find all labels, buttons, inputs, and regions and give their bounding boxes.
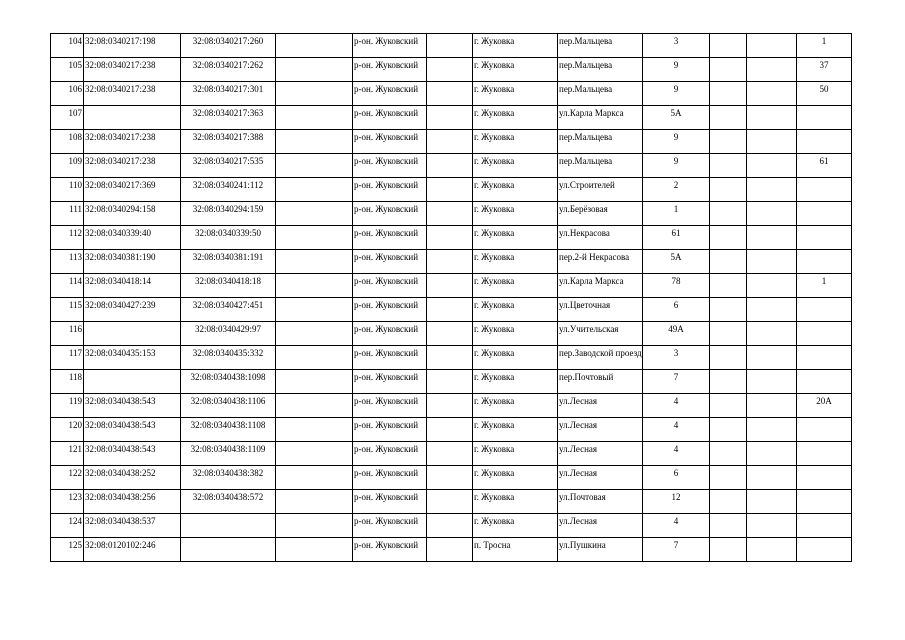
new-cadastral-number-cell: 32:08:0340438:1108: [181, 418, 276, 442]
house-number-cell: 2: [643, 178, 710, 202]
street-cell: пер.Мальцева: [558, 82, 643, 106]
empty-cell: [747, 514, 797, 538]
apartment-number-cell: 37: [797, 58, 852, 82]
table-row: [51, 130, 852, 154]
empty-cell: [710, 82, 747, 106]
empty-cell: [747, 346, 797, 370]
new-cadastral-number-cell: 32:08:0340217:301: [181, 82, 276, 106]
old-cadastral-number-cell: 32:08:0340438:537: [84, 514, 181, 538]
table-row: [51, 202, 852, 226]
district-cell: р-он. Жуковский: [353, 514, 427, 538]
district-cell: р-он. Жуковский: [353, 274, 427, 298]
row-number-cell: 114: [51, 274, 84, 298]
table-row: [51, 34, 852, 58]
empty-cell: [276, 58, 353, 82]
old-cadastral-number-cell: 32:08:0340438:252: [84, 466, 181, 490]
new-cadastral-number-cell: 32:08:0340217:363: [181, 106, 276, 130]
new-cadastral-number-cell: 32:08:0340418:18: [181, 274, 276, 298]
empty-cell: [276, 394, 353, 418]
apartment-number-cell: 50: [797, 82, 852, 106]
old-cadastral-number-cell: 32:08:0340438:543: [84, 394, 181, 418]
empty-cell: [747, 82, 797, 106]
empty-cell: [710, 250, 747, 274]
empty-cell: [747, 322, 797, 346]
old-cadastral-number-cell: 32:08:0340438:543: [84, 442, 181, 466]
city-cell: г. Жуковка: [473, 370, 558, 394]
empty-cell: [276, 82, 353, 106]
city-cell: г. Жуковка: [473, 346, 558, 370]
house-number-cell: 1: [643, 202, 710, 226]
empty-cell: [427, 442, 473, 466]
city-cell: г. Жуковка: [473, 442, 558, 466]
empty-cell: [427, 346, 473, 370]
street-cell: ул.Карла Маркса: [558, 106, 643, 130]
empty-cell: [710, 154, 747, 178]
new-cadastral-number-cell: 32:08:0340241:112: [181, 178, 276, 202]
empty-cell: [427, 466, 473, 490]
district-cell: р-он. Жуковский: [353, 58, 427, 82]
empty-cell: [427, 82, 473, 106]
old-cadastral-number-cell: 32:08:0340427:239: [84, 298, 181, 322]
old-cadastral-number-cell: 32:08:0340339:40: [84, 226, 181, 250]
empty-cell: [710, 514, 747, 538]
empty-cell: [427, 538, 473, 562]
row-number-cell: 117: [51, 346, 84, 370]
city-cell: г. Жуковка: [473, 250, 558, 274]
empty-cell: [427, 130, 473, 154]
empty-cell: [276, 34, 353, 58]
district-cell: р-он. Жуковский: [353, 442, 427, 466]
street-cell: ул.Лесная: [558, 418, 643, 442]
empty-cell: [276, 250, 353, 274]
district-cell: р-он. Жуковский: [353, 178, 427, 202]
apartment-number-cell: [797, 466, 852, 490]
new-cadastral-number-cell: 32:08:0340339:50: [181, 226, 276, 250]
empty-cell: [427, 58, 473, 82]
apartment-number-cell: [797, 418, 852, 442]
empty-cell: [710, 298, 747, 322]
row-number-cell: 111: [51, 202, 84, 226]
old-cadastral-number-cell: 32:08:0340435:153: [84, 346, 181, 370]
empty-cell: [747, 298, 797, 322]
city-cell: г. Жуковка: [473, 202, 558, 226]
apartment-number-cell: 61: [797, 154, 852, 178]
empty-cell: [427, 250, 473, 274]
city-cell: г. Жуковка: [473, 130, 558, 154]
house-number-cell: 9: [643, 58, 710, 82]
street-cell: пер.Мальцева: [558, 154, 643, 178]
old-cadastral-number-cell: 32:08:0340217:238: [84, 154, 181, 178]
table-row: [51, 370, 852, 394]
house-number-cell: 5А: [643, 106, 710, 130]
table-row: [51, 442, 852, 466]
empty-cell: [427, 490, 473, 514]
street-cell: пер.Почтовый: [558, 370, 643, 394]
empty-cell: [427, 418, 473, 442]
row-number-cell: 119: [51, 394, 84, 418]
apartment-number-cell: [797, 538, 852, 562]
city-cell: г. Жуковка: [473, 418, 558, 442]
city-cell: г. Жуковка: [473, 490, 558, 514]
district-cell: р-он. Жуковский: [353, 130, 427, 154]
house-number-cell: 78: [643, 274, 710, 298]
street-cell: ул.Строителей: [558, 178, 643, 202]
city-cell: г. Жуковка: [473, 274, 558, 298]
house-number-cell: 4: [643, 514, 710, 538]
table-row: [51, 106, 852, 130]
new-cadastral-number-cell: 32:08:0340381:191: [181, 250, 276, 274]
apartment-number-cell: [797, 226, 852, 250]
district-cell: р-он. Жуковский: [353, 538, 427, 562]
empty-cell: [710, 130, 747, 154]
old-cadastral-number-cell: 32:08:0340438:256: [84, 490, 181, 514]
city-cell: г. Жуковка: [473, 226, 558, 250]
row-number-cell: 124: [51, 514, 84, 538]
row-number-cell: 125: [51, 538, 84, 562]
table-row: [51, 154, 852, 178]
empty-cell: [710, 58, 747, 82]
house-number-cell: 4: [643, 442, 710, 466]
new-cadastral-number-cell: [181, 514, 276, 538]
empty-cell: [276, 490, 353, 514]
empty-cell: [747, 466, 797, 490]
new-cadastral-number-cell: 32:08:0340294:159: [181, 202, 276, 226]
empty-cell: [276, 178, 353, 202]
empty-cell: [710, 466, 747, 490]
old-cadastral-number-cell: 32:08:0340217:238: [84, 58, 181, 82]
street-cell: пер.Мальцева: [558, 130, 643, 154]
table-row: [51, 274, 852, 298]
district-cell: р-он. Жуковский: [353, 250, 427, 274]
district-cell: р-он. Жуковский: [353, 322, 427, 346]
new-cadastral-number-cell: 32:08:0340217:260: [181, 34, 276, 58]
street-cell: ул.Цветочная: [558, 298, 643, 322]
old-cadastral-number-cell: 32:08:0340217:238: [84, 82, 181, 106]
new-cadastral-number-cell: 32:08:0340438:382: [181, 466, 276, 490]
house-number-cell: 61: [643, 226, 710, 250]
house-number-cell: 49А: [643, 322, 710, 346]
row-number-cell: 115: [51, 298, 84, 322]
district-cell: р-он. Жуковский: [353, 394, 427, 418]
district-cell: р-он. Жуковский: [353, 298, 427, 322]
house-number-cell: 3: [643, 34, 710, 58]
empty-cell: [427, 322, 473, 346]
table-row: [51, 58, 852, 82]
old-cadastral-number-cell: 32:08:0340381:190: [84, 250, 181, 274]
old-cadastral-number-cell: [84, 106, 181, 130]
old-cadastral-number-cell: 32:08:0120102:246: [84, 538, 181, 562]
empty-cell: [710, 346, 747, 370]
new-cadastral-number-cell: 32:08:0340427:451: [181, 298, 276, 322]
district-cell: р-он. Жуковский: [353, 466, 427, 490]
empty-cell: [276, 418, 353, 442]
street-cell: ул.Пушкина: [558, 538, 643, 562]
house-number-cell: 9: [643, 82, 710, 106]
empty-cell: [427, 370, 473, 394]
table-row: [51, 322, 852, 346]
empty-cell: [747, 58, 797, 82]
apartment-number-cell: [797, 250, 852, 274]
city-cell: г. Жуковка: [473, 466, 558, 490]
table-row: [51, 466, 852, 490]
empty-cell: [710, 34, 747, 58]
empty-cell: [747, 538, 797, 562]
empty-cell: [710, 394, 747, 418]
district-cell: р-он. Жуковский: [353, 154, 427, 178]
empty-cell: [427, 298, 473, 322]
street-cell: ул.Лесная: [558, 466, 643, 490]
old-cadastral-number-cell: 32:08:0340294:158: [84, 202, 181, 226]
empty-cell: [747, 490, 797, 514]
street-cell: пер.Мальцева: [558, 34, 643, 58]
city-cell: г. Жуковка: [473, 514, 558, 538]
street-cell: ул.Учительская: [558, 322, 643, 346]
empty-cell: [427, 106, 473, 130]
empty-cell: [710, 178, 747, 202]
old-cadastral-number-cell: 32:08:0340217:198: [84, 34, 181, 58]
apartment-number-cell: 1: [797, 274, 852, 298]
city-cell: г. Жуковка: [473, 394, 558, 418]
old-cadastral-number-cell: 32:08:0340217:369: [84, 178, 181, 202]
street-cell: пер.2-й Некрасова: [558, 250, 643, 274]
empty-cell: [710, 202, 747, 226]
empty-cell: [427, 34, 473, 58]
apartment-number-cell: [797, 370, 852, 394]
district-cell: р-он. Жуковский: [353, 370, 427, 394]
apartment-number-cell: [797, 106, 852, 130]
table-row: [51, 346, 852, 370]
new-cadastral-number-cell: [181, 538, 276, 562]
empty-cell: [276, 514, 353, 538]
district-cell: р-он. Жуковский: [353, 202, 427, 226]
empty-cell: [427, 202, 473, 226]
apartment-number-cell: [797, 442, 852, 466]
city-cell: г. Жуковка: [473, 298, 558, 322]
street-cell: ул.Лесная: [558, 394, 643, 418]
new-cadastral-number-cell: 32:08:0340438:1106: [181, 394, 276, 418]
apartment-number-cell: 20А: [797, 394, 852, 418]
row-number-cell: 113: [51, 250, 84, 274]
apartment-number-cell: [797, 298, 852, 322]
apartment-number-cell: [797, 322, 852, 346]
street-cell: пер.Мальцева: [558, 58, 643, 82]
row-number-cell: 105: [51, 58, 84, 82]
city-cell: г. Жуковка: [473, 34, 558, 58]
city-cell: п. Тросна: [473, 538, 558, 562]
empty-cell: [747, 154, 797, 178]
city-cell: г. Жуковка: [473, 322, 558, 346]
row-number-cell: 106: [51, 82, 84, 106]
table-row: [51, 250, 852, 274]
empty-cell: [710, 106, 747, 130]
empty-cell: [276, 106, 353, 130]
row-number-cell: 110: [51, 178, 84, 202]
row-number-cell: 107: [51, 106, 84, 130]
district-cell: р-он. Жуковский: [353, 418, 427, 442]
empty-cell: [747, 34, 797, 58]
house-number-cell: 6: [643, 466, 710, 490]
old-cadastral-number-cell: 32:08:0340217:238: [84, 130, 181, 154]
empty-cell: [710, 370, 747, 394]
row-number-cell: 120: [51, 418, 84, 442]
house-number-cell: 5А: [643, 250, 710, 274]
empty-cell: [427, 514, 473, 538]
empty-cell: [747, 418, 797, 442]
row-number-cell: 109: [51, 154, 84, 178]
table-row: [51, 394, 852, 418]
empty-cell: [276, 130, 353, 154]
city-cell: г. Жуковка: [473, 58, 558, 82]
row-number-cell: 112: [51, 226, 84, 250]
city-cell: г. Жуковка: [473, 106, 558, 130]
apartment-number-cell: [797, 202, 852, 226]
empty-cell: [747, 250, 797, 274]
city-cell: г. Жуковка: [473, 178, 558, 202]
table-row: [51, 418, 852, 442]
city-cell: г. Жуковка: [473, 82, 558, 106]
empty-cell: [710, 538, 747, 562]
empty-cell: [276, 442, 353, 466]
empty-cell: [427, 178, 473, 202]
house-number-cell: 9: [643, 130, 710, 154]
empty-cell: [427, 394, 473, 418]
house-number-cell: 7: [643, 370, 710, 394]
row-number-cell: 108: [51, 130, 84, 154]
empty-cell: [710, 274, 747, 298]
district-cell: р-он. Жуковский: [353, 226, 427, 250]
empty-cell: [276, 202, 353, 226]
empty-cell: [710, 322, 747, 346]
empty-cell: [747, 274, 797, 298]
empty-cell: [710, 442, 747, 466]
apartment-number-cell: [797, 490, 852, 514]
street-cell: ул.Лесная: [558, 514, 643, 538]
empty-cell: [276, 346, 353, 370]
empty-cell: [747, 394, 797, 418]
old-cadastral-number-cell: [84, 370, 181, 394]
house-number-cell: 4: [643, 394, 710, 418]
empty-cell: [747, 202, 797, 226]
empty-cell: [276, 322, 353, 346]
old-cadastral-number-cell: 32:08:0340438:543: [84, 418, 181, 442]
street-cell: ул.Карла Маркса: [558, 274, 643, 298]
house-number-cell: 6: [643, 298, 710, 322]
row-number-cell: 104: [51, 34, 84, 58]
row-number-cell: 121: [51, 442, 84, 466]
empty-cell: [747, 106, 797, 130]
district-cell: р-он. Жуковский: [353, 346, 427, 370]
empty-cell: [747, 178, 797, 202]
table-row: [51, 226, 852, 250]
empty-cell: [276, 298, 353, 322]
empty-cell: [276, 538, 353, 562]
empty-cell: [710, 418, 747, 442]
empty-cell: [276, 154, 353, 178]
house-number-cell: 7: [643, 538, 710, 562]
empty-cell: [276, 226, 353, 250]
new-cadastral-number-cell: 32:08:0340217:535: [181, 154, 276, 178]
apartment-number-cell: [797, 178, 852, 202]
empty-cell: [427, 226, 473, 250]
district-cell: р-он. Жуковский: [353, 490, 427, 514]
district-cell: р-он. Жуковский: [353, 34, 427, 58]
old-cadastral-number-cell: 32:08:0340418:14: [84, 274, 181, 298]
table-row: [51, 178, 852, 202]
row-number-cell: 118: [51, 370, 84, 394]
row-number-cell: 116: [51, 322, 84, 346]
empty-cell: [747, 442, 797, 466]
empty-cell: [276, 370, 353, 394]
old-cadastral-number-cell: [84, 322, 181, 346]
district-cell: р-он. Жуковский: [353, 82, 427, 106]
street-cell: пер.Заводской проезд: [558, 346, 643, 370]
empty-cell: [710, 490, 747, 514]
district-cell: р-он. Жуковский: [353, 106, 427, 130]
empty-cell: [276, 274, 353, 298]
row-number-cell: 123: [51, 490, 84, 514]
house-number-cell: 4: [643, 418, 710, 442]
street-cell: ул.Лесная: [558, 442, 643, 466]
apartment-number-cell: 1: [797, 34, 852, 58]
property-register-table: [50, 33, 852, 562]
table-row: [51, 514, 852, 538]
empty-cell: [710, 226, 747, 250]
empty-cell: [747, 370, 797, 394]
new-cadastral-number-cell: 32:08:0340217:388: [181, 130, 276, 154]
house-number-cell: 12: [643, 490, 710, 514]
street-cell: ул.Берёзовая: [558, 202, 643, 226]
house-number-cell: 9: [643, 154, 710, 178]
empty-cell: [427, 274, 473, 298]
apartment-number-cell: [797, 514, 852, 538]
table-row: [51, 298, 852, 322]
empty-cell: [747, 226, 797, 250]
new-cadastral-number-cell: 32:08:0340435:332: [181, 346, 276, 370]
row-number-cell: 122: [51, 466, 84, 490]
new-cadastral-number-cell: 32:08:0340438:1098: [181, 370, 276, 394]
table-body: [51, 34, 852, 562]
new-cadastral-number-cell: 32:08:0340429:97: [181, 322, 276, 346]
house-number-cell: 3: [643, 346, 710, 370]
apartment-number-cell: [797, 130, 852, 154]
table-row: [51, 82, 852, 106]
empty-cell: [427, 154, 473, 178]
street-cell: ул.Почтовая: [558, 490, 643, 514]
new-cadastral-number-cell: 32:08:0340217:262: [181, 58, 276, 82]
new-cadastral-number-cell: 32:08:0340438:572: [181, 490, 276, 514]
new-cadastral-number-cell: 32:08:0340438:1109: [181, 442, 276, 466]
street-cell: ул.Некрасова: [558, 226, 643, 250]
empty-cell: [747, 130, 797, 154]
apartment-number-cell: [797, 346, 852, 370]
city-cell: г. Жуковка: [473, 154, 558, 178]
table-row: [51, 490, 852, 514]
table-row: [51, 538, 852, 562]
empty-cell: [276, 466, 353, 490]
